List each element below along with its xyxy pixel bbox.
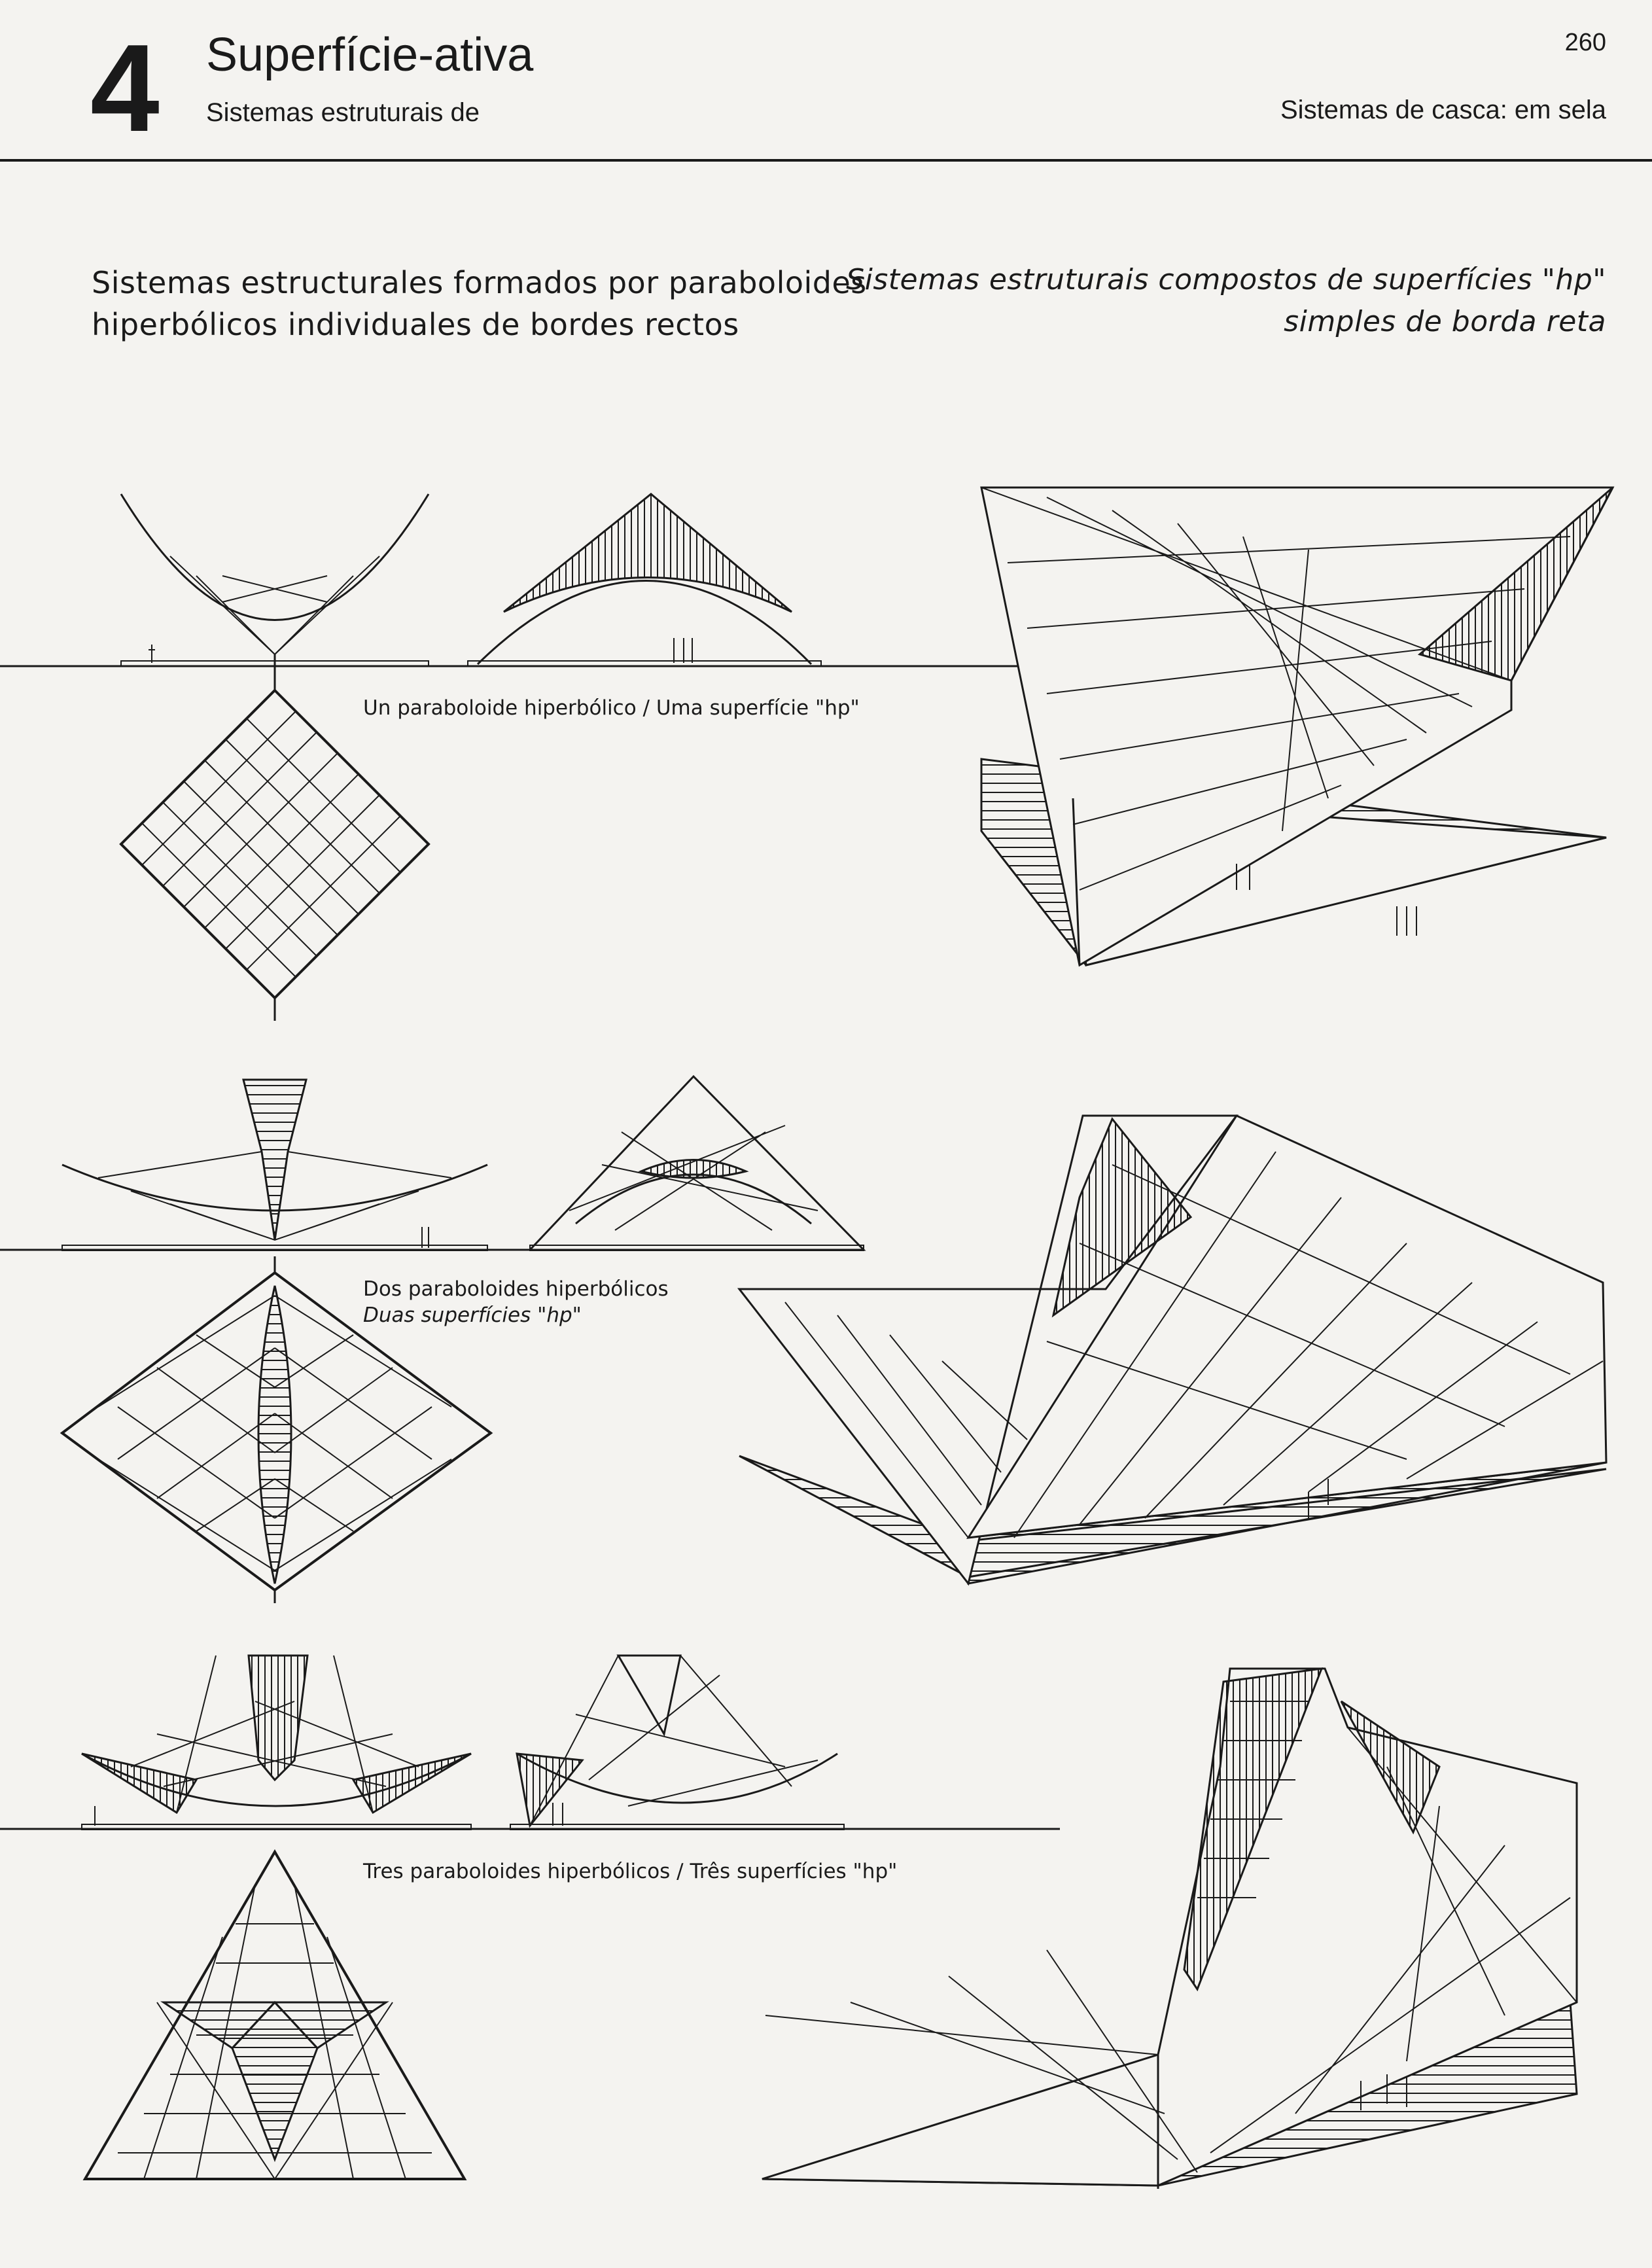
intro-spanish-line-2: hiperbólicos individuales de bordes rectos <box>92 307 739 342</box>
three-hp-perspective <box>762 1669 1577 2189</box>
caption-one-hp: Un paraboloide hiperbólico / Uma superfície "hp" <box>363 696 860 720</box>
three-hp-elevation-b <box>510 1656 844 1830</box>
intro-portuguese-line-2: simples de borda reta <box>1284 305 1606 338</box>
one-hp-elevation-arch <box>468 494 821 666</box>
one-hp-perspective <box>981 487 1613 965</box>
caption-two-hp-spanish: Dos paraboloides hiperbólicos <box>363 1277 669 1301</box>
chapter-number: 4 <box>90 19 157 158</box>
caption-three-hp: Tres paraboloides hiperbólicos / Três superfícies "hp" <box>363 1860 898 1883</box>
three-hp-elevation-a <box>82 1656 471 1830</box>
section-title: Sistemas de casca: em sela <box>1280 96 1606 124</box>
chapter-title: Superfície-ativa <box>206 29 534 81</box>
page-number: 260 <box>1564 29 1606 56</box>
two-hp-elevation-b <box>530 1076 864 1250</box>
two-hp-elevation-a <box>62 1080 487 1250</box>
three-hp-plan <box>85 1852 465 2179</box>
two-hp-perspective <box>739 1116 1606 1584</box>
one-hp-elevation-saddle <box>121 494 429 674</box>
intro-portuguese-line-1: Sistemas estruturais compostos de superfícies "hp" <box>846 263 1606 296</box>
caption-two-hp-portuguese: Duas superfícies "hp" <box>363 1303 582 1327</box>
caption-two-hp <box>363 1276 669 1328</box>
chapter-subtitle: Sistemas estruturais de <box>206 98 480 127</box>
one-hp-plan <box>121 674 429 1021</box>
intro-spanish-line-1: Sistemas estructurales formados por paraboloides <box>92 265 867 300</box>
